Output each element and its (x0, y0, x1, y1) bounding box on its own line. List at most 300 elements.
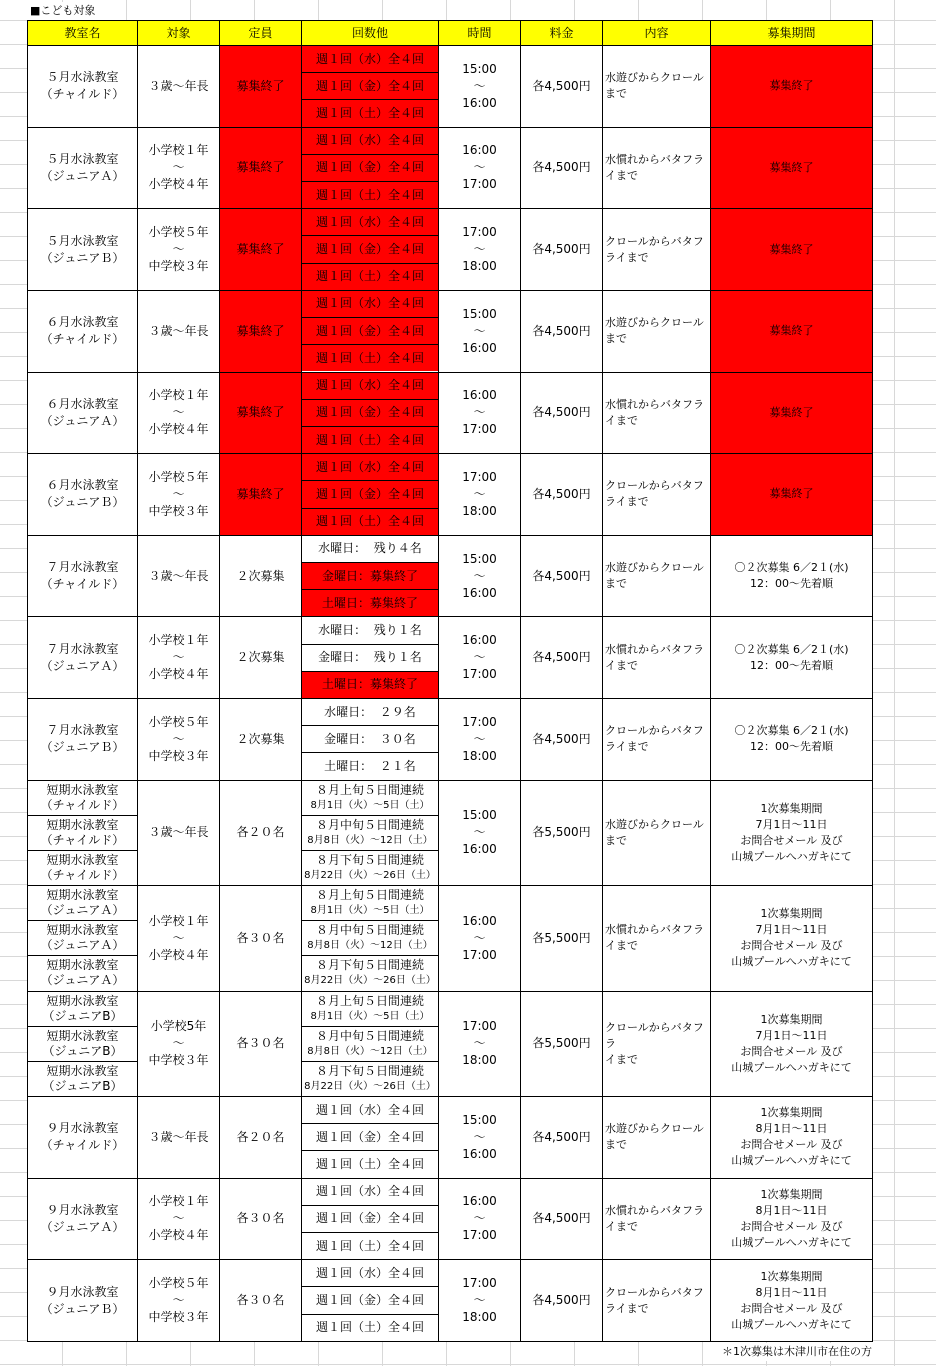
content-text: 水慣れからバタフラ イまで (605, 1203, 704, 1233)
class-name-cell (28, 991, 138, 1096)
fee-text: 各4,500円 (532, 731, 591, 746)
fee (521, 699, 603, 781)
session-text: 週１回（金）全４回 (315, 1129, 424, 1144)
fee-text: 各4,500円 (532, 405, 591, 420)
header-row (28, 21, 873, 46)
period-text: 募集終了 (769, 160, 814, 174)
class-name (28, 1061, 137, 1096)
fee (521, 535, 603, 617)
session-text: 土曜日：募集終了 (321, 595, 418, 610)
target (138, 1096, 220, 1178)
capacity-text: 募集終了 (236, 78, 285, 93)
target-text: 小学校１年 ～ 小学校４年 (148, 913, 209, 962)
content-text: 水遊びからクロールまで (605, 561, 704, 591)
fee (521, 454, 603, 536)
sessions-cell (302, 209, 439, 291)
content-text: 水慣れからバタフラ イまで (605, 397, 704, 427)
time (439, 46, 521, 128)
class-name (28, 955, 137, 990)
capacity-text: ２次募集 (236, 731, 285, 746)
session-item (302, 1205, 438, 1232)
session-item (302, 317, 438, 344)
period-text: 募集終了 (769, 242, 814, 256)
fee (521, 290, 603, 372)
period (711, 454, 873, 536)
content-text: クロールからバタフ ライまで (605, 479, 704, 509)
table-row (28, 46, 873, 128)
footnote: ＊1次募集は木津川市在住の方 (712, 1343, 872, 1361)
target (138, 209, 220, 291)
time-text: 17:00 ～ 18:00 (462, 1276, 497, 1325)
session-item (302, 1150, 438, 1177)
session-text: 週１回（水）全４回 (315, 378, 424, 393)
class-name-text: ５月水泳教室 （ジュニアＢ） (40, 233, 125, 265)
capacity-text: 各２０名 (236, 1129, 285, 1144)
session-item (302, 955, 438, 990)
header-period: 募集期間 (711, 21, 873, 46)
content-text: 水慣れからバタフラ イまで (605, 923, 704, 953)
content-text: クロールからバタフ ライまで (605, 1285, 704, 1315)
session-text: 水曜日： ２９名 (324, 704, 416, 719)
period (711, 127, 873, 209)
capacity-text: 募集終了 (236, 323, 285, 338)
class-name-text: ６月水泳教室 （ジュニアＡ） (40, 396, 125, 428)
class-name (28, 1178, 138, 1260)
target (138, 1178, 220, 1260)
session-text: 週１回（金）全４回 (315, 160, 424, 175)
table-row (28, 617, 873, 699)
session-item (302, 454, 438, 480)
session-text: 週１回（土）全４回 (315, 106, 424, 120)
class-name (28, 372, 138, 454)
capacity-text: 各２０名 (236, 825, 285, 840)
class-name-text: 短期水泳教室 （ジュニアB） (42, 1028, 123, 1058)
period-text: 1次募集期間 8月1日～11日 お問合せメール 及び 山城プールへハガキにて (731, 1269, 852, 1331)
target (138, 535, 220, 617)
time-text: 17:00 ～ 18:00 (462, 469, 497, 518)
session-text: 週１回（土）全４回 (315, 1238, 424, 1253)
session-item (302, 46, 438, 72)
session-text: 週１回（金）全４回 (315, 323, 424, 338)
class-name-text: 短期水泳教室 （ジュニアＡ） (40, 888, 125, 918)
table-row (28, 290, 873, 372)
content (603, 699, 711, 781)
session-text: 土曜日： ２１名 (324, 759, 416, 773)
capacity (220, 991, 302, 1096)
target (138, 127, 220, 209)
sessions-cell (302, 991, 439, 1096)
sessions-cell (302, 127, 439, 209)
period (711, 372, 873, 454)
target (138, 699, 220, 781)
class-name (28, 535, 138, 617)
session-text: ８月上旬５日間連続 (315, 888, 424, 903)
target (138, 1260, 220, 1342)
period (711, 1096, 873, 1178)
session-text: 週１回（金）全４回 (315, 486, 424, 501)
session-item (302, 752, 438, 779)
period (711, 46, 873, 128)
content (603, 1096, 711, 1178)
session-item (302, 1179, 438, 1205)
session-text: ８月上旬５日間連続 (315, 782, 424, 797)
session-text: ８月中旬５日間連続 (315, 817, 424, 832)
session-text: 週１回（水）全４回 (315, 214, 424, 229)
class-name-text: 短期水泳教室 （ジュニアB） (42, 993, 123, 1023)
content-text: 水遊びからクロールまで (605, 71, 704, 101)
target-text: ３歳～年長 (148, 1129, 209, 1144)
capacity (220, 617, 302, 699)
target-text: 小学校１年 ～ 小学校４年 (148, 143, 209, 192)
session-text: 週１回（土）全４回 (315, 187, 424, 202)
time (439, 1260, 521, 1342)
period-text: 〇２次募集 6／2１(水) 12：00～先着順 (734, 642, 849, 672)
content (603, 535, 711, 617)
fee-text: 各4,500円 (532, 1211, 591, 1226)
session-text: 週１回（金）全４回 (315, 1293, 424, 1308)
session-item (302, 1232, 438, 1259)
class-name-text: 短期水泳教室 （チャイルド） (40, 852, 125, 882)
target-text: 小学校５年 ～ 中学校３年 (148, 714, 209, 763)
session-text: ８月中旬５日間連続 (315, 923, 424, 938)
session-item (302, 815, 438, 850)
session-item (302, 181, 438, 208)
fee-text: 各4,500円 (532, 486, 591, 501)
session-item (302, 886, 438, 920)
sessions-cell (302, 1096, 439, 1178)
sessions-cell (302, 290, 439, 372)
class-name (28, 815, 137, 850)
class-name-text: 短期水泳教室 （ジュニアＡ） (40, 958, 125, 988)
class-name-text: ６月水泳教室 （チャイルド） (40, 315, 125, 347)
period-text: 募集終了 (769, 324, 814, 338)
class-name-text: 短期水泳教室 （チャイルド） (40, 817, 125, 847)
class-name (28, 454, 138, 536)
time-text: 15:00 ～ 16:00 (462, 61, 497, 110)
table-row (28, 454, 873, 536)
class-name-text: 短期水泳教室 （ジュニアB） (42, 1063, 123, 1093)
content-text: 水遊びからクロールまで (605, 316, 704, 346)
time-text: 16:00 ～ 17:00 (462, 388, 497, 437)
sessions-cell (302, 886, 439, 991)
fee-text: 各4,500円 (532, 1293, 591, 1308)
class-name-text: ６月水泳教室 （ジュニアＢ） (40, 478, 125, 510)
table-row (28, 780, 873, 885)
header-content: 内容 (603, 21, 711, 46)
target-text: ３歳～年長 (148, 78, 209, 93)
capacity-text: ２次募集 (236, 650, 285, 665)
time-text: 15:00 ～ 16:00 (462, 1112, 497, 1161)
sessions-cell (302, 699, 439, 781)
class-name-text: ７月水泳教室 （チャイルド） (40, 560, 125, 592)
class-name-cell (28, 886, 138, 991)
period (711, 617, 873, 699)
fee-text: 各5,500円 (532, 825, 591, 840)
capacity (220, 780, 302, 885)
session-item (302, 235, 438, 262)
table-row (28, 886, 873, 991)
sessions-cell (302, 454, 439, 536)
content (603, 372, 711, 454)
capacity (220, 372, 302, 454)
target-text: 小学校１年 ～ 小学校４年 (148, 388, 209, 437)
sessions-cell (302, 372, 439, 454)
class-name-text: ５月水泳教室 （ジュニアＡ） (40, 151, 125, 183)
session-text: ８月上旬５日間連続 (315, 993, 424, 1008)
content (603, 991, 711, 1096)
session-text: 週１回（水）全４回 (315, 1184, 424, 1199)
capacity (220, 1096, 302, 1178)
capacity (220, 1178, 302, 1260)
fee-text: 各5,500円 (532, 1036, 591, 1051)
target (138, 372, 220, 454)
fee-text: 各4,500円 (532, 242, 591, 257)
sessions-cell (302, 617, 439, 699)
time (439, 780, 521, 885)
session-item (302, 99, 438, 126)
capacity-text: 募集終了 (236, 486, 285, 501)
session-text: 週１回（土）全４回 (315, 269, 424, 284)
class-name-text: ５月水泳教室 （チャイルド） (40, 70, 125, 102)
session-item (302, 373, 438, 399)
class-name (28, 1260, 138, 1342)
sessions-cell (302, 46, 439, 128)
capacity-text: 各３０名 (236, 1211, 285, 1226)
session-item (302, 781, 438, 815)
period (711, 209, 873, 291)
period (711, 1260, 873, 1342)
fee-text: 各4,500円 (532, 650, 591, 665)
capacity (220, 127, 302, 209)
session-item (302, 263, 438, 290)
time-text: 16:00 ～ 17:00 (462, 143, 497, 192)
schedule-table (27, 20, 873, 1342)
fee-text: 各4,500円 (532, 160, 591, 175)
table-row (28, 127, 873, 209)
session-dates: 8月22日（火）～26日（土） (304, 869, 436, 881)
session-text: 週１回（土）全４回 (315, 432, 424, 447)
period (711, 290, 873, 372)
session-text: 週１回（土）全４回 (315, 514, 424, 529)
capacity (220, 699, 302, 781)
period-text: 1次募集期間 7月1日～11日 お問合せメール 及び 山城プールへハガキにて (731, 907, 852, 969)
header-sessions: 回数他 (302, 21, 439, 46)
class-name (28, 127, 138, 209)
session-item (302, 1026, 438, 1061)
capacity-text: 募集終了 (236, 242, 285, 257)
content (603, 780, 711, 885)
table-row (28, 1260, 873, 1342)
header-target: 対象 (138, 21, 220, 46)
session-text: 週１回（土）全４回 (315, 350, 424, 365)
time-text: 16:00 ～ 17:00 (462, 1194, 497, 1243)
content-text: クロールからバタフラ イまで (605, 1020, 704, 1066)
session-text: 金曜日： 残り１名 (318, 650, 422, 665)
sessions-cell (302, 535, 439, 617)
fee (521, 372, 603, 454)
target (138, 886, 220, 991)
session-dates: 8月22日（火）～26日（土） (304, 975, 436, 987)
class-name-cell (28, 780, 138, 885)
fee-text: 各4,500円 (532, 78, 591, 93)
target (138, 46, 220, 128)
capacity-text: 各３０名 (236, 1036, 285, 1051)
session-dates: 8月1日（火）～5日（土） (310, 1010, 430, 1022)
time (439, 535, 521, 617)
class-name (28, 699, 138, 781)
table-row (28, 1178, 873, 1260)
session-text: 週１回（水）全４回 (315, 51, 424, 66)
fee (521, 127, 603, 209)
content (603, 127, 711, 209)
target-text: ３歳～年長 (148, 323, 209, 338)
capacity (220, 886, 302, 991)
session-text: 土曜日：募集終了 (321, 677, 418, 692)
target (138, 780, 220, 885)
capacity (220, 454, 302, 536)
header-capacity: 定員 (220, 21, 302, 46)
session-item (302, 291, 438, 317)
content (603, 290, 711, 372)
session-item (302, 1097, 438, 1123)
table-row (28, 372, 873, 454)
fee-text: 各4,500円 (532, 568, 591, 583)
session-item (302, 644, 438, 671)
content-text: クロールからバタフ ライまで (605, 234, 704, 264)
time (439, 991, 521, 1096)
capacity (220, 290, 302, 372)
table-row (28, 699, 873, 781)
time (439, 127, 521, 209)
session-item (302, 617, 438, 643)
session-text: ８月下旬５日間連続 (315, 1063, 424, 1078)
session-dates: 8月8日（火）～12日（土） (307, 834, 433, 846)
period-text: 1次募集期間 8月1日～11日 お問合せメール 及び 山城プールへハガキにて (731, 1106, 852, 1168)
session-item (302, 1286, 438, 1313)
session-text: 週１回（金）全４回 (315, 405, 424, 420)
target-text: ３歳～年長 (148, 825, 209, 840)
content (603, 617, 711, 699)
fee (521, 1178, 603, 1260)
time (439, 290, 521, 372)
session-text: 週１回（水）全４回 (315, 459, 424, 474)
period-text: 募集終了 (769, 79, 814, 93)
session-item (302, 850, 438, 885)
time (439, 699, 521, 781)
fee (521, 991, 603, 1096)
target-text: 小学校５年 ～ 中学校３年 (148, 469, 209, 518)
period-text: 1次募集期間 7月1日～11日 お問合せメール 及び 山城プールへハガキにて (731, 1012, 852, 1074)
session-item (302, 426, 438, 453)
target-text: 小学校5年 ～ 中学校３年 (148, 1019, 209, 1068)
session-text: 週１回（土）全４回 (315, 1156, 424, 1171)
class-name (28, 209, 138, 291)
time (439, 454, 521, 536)
content-text: 水慣れからバタフラ イまで (605, 642, 704, 672)
period (711, 780, 873, 885)
capacity-text: 各３０名 (236, 930, 285, 945)
target (138, 290, 220, 372)
session-text: ８月下旬５日間連続 (315, 958, 424, 973)
session-item (302, 1260, 438, 1286)
capacity (220, 46, 302, 128)
class-name (28, 1096, 138, 1178)
period (711, 1178, 873, 1260)
period (711, 886, 873, 991)
session-text: ８月下旬５日間連続 (315, 852, 424, 867)
content (603, 1178, 711, 1260)
fee (521, 209, 603, 291)
fee (521, 46, 603, 128)
target-text: ３歳～年長 (148, 568, 209, 583)
period-text: 募集終了 (769, 487, 814, 501)
fee (521, 780, 603, 885)
period-text: 〇２次募集 6／2１(水) 12：00～先着順 (734, 561, 849, 591)
sessions-cell (302, 1260, 439, 1342)
class-name-text: ９月水泳教室 （ジュニアＡ） (40, 1202, 125, 1234)
content-text: 水遊びからクロールまで (605, 817, 704, 847)
header-class-name: 教室名 (28, 21, 138, 46)
session-dates: 8月1日（火）～5日（土） (310, 799, 430, 811)
session-text: 週１回（水）全４回 (315, 296, 424, 311)
content (603, 454, 711, 536)
table-row (28, 1096, 873, 1178)
capacity (220, 209, 302, 291)
target (138, 991, 220, 1096)
time (439, 209, 521, 291)
header-time: 時間 (439, 21, 521, 46)
time-text: 16:00 ～ 17:00 (462, 913, 497, 962)
table-body (28, 46, 873, 1342)
time-text: 17:00 ～ 18:00 (462, 714, 497, 763)
period-text: 〇２次募集 6／2１(水) 12：00～先着順 (734, 724, 849, 754)
time (439, 1096, 521, 1178)
target-text: 小学校５年 ～ 中学校３年 (148, 1276, 209, 1325)
session-dates: 8月8日（火）～12日（土） (307, 940, 433, 952)
time (439, 1178, 521, 1260)
class-name (28, 886, 137, 920)
session-text: 金曜日： ３０名 (324, 731, 416, 746)
target-text: 小学校１年 ～ 小学校４年 (148, 633, 209, 682)
session-text: ８月中旬５日間連続 (315, 1028, 424, 1043)
class-name (28, 850, 137, 885)
table-row (28, 209, 873, 291)
session-item (302, 589, 438, 616)
session-item (302, 1123, 438, 1150)
session-text: 週１回（水）全４回 (315, 1265, 424, 1280)
content (603, 209, 711, 291)
class-name (28, 46, 138, 128)
content (603, 1260, 711, 1342)
class-name-text: ７月水泳教室 （ジュニアＡ） (40, 641, 125, 673)
time (439, 617, 521, 699)
session-item (302, 209, 438, 235)
class-name (28, 617, 138, 699)
content-text: 水慣れからバタフラ イまで (605, 152, 704, 182)
session-text: 週１回（水）全４回 (315, 1102, 424, 1117)
target-text: 小学校１年 ～ 小学校４年 (148, 1194, 209, 1243)
period (711, 699, 873, 781)
period (711, 991, 873, 1096)
capacity-text: ２次募集 (236, 568, 285, 583)
fee-text: 各4,500円 (532, 323, 591, 338)
fee (521, 1260, 603, 1342)
class-name (28, 992, 137, 1026)
session-item (302, 399, 438, 426)
session-dates: 8月8日（火）～12日（土） (307, 1045, 433, 1057)
session-item (302, 344, 438, 371)
session-item (302, 992, 438, 1026)
